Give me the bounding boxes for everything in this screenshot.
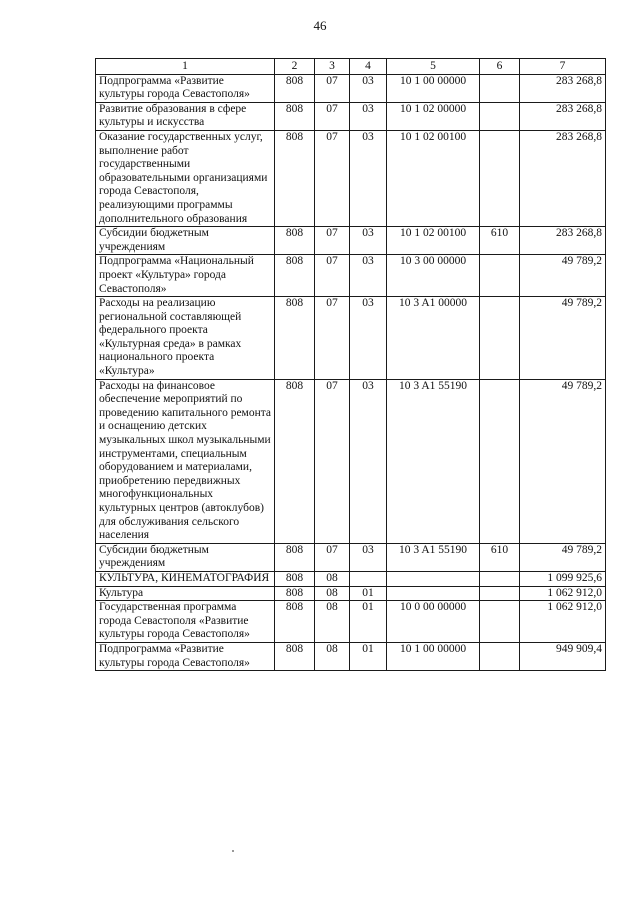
row-name-cell: Расходы на реализацию региональной составляющей федерального проекта «Культурная среда» в рамках национального проекта «Культура»	[96, 297, 275, 380]
budget-table	[95, 58, 606, 671]
target-article-cell: 10 3 00 00000	[387, 255, 480, 297]
row-name-cell: Субсидии бюджетным учреждениям	[96, 227, 275, 255]
grbs-cell: 808	[275, 255, 315, 297]
subsection-cell: 01	[350, 642, 387, 670]
page-number: 46	[313, 18, 327, 33]
target-article-cell: 10 1 02 00100	[387, 130, 480, 226]
grbs-cell: 808	[275, 543, 315, 571]
column-header: 4	[350, 59, 387, 75]
target-article-cell: 10 3 A1 55190	[387, 379, 480, 543]
row-name-cell: Расходы на финансовое обеспечение мероприятий по проведению капитального ремонта и оснащению детских музыкальных школ музыкальными инструментами, специальным оборудованием и материалами, приобретению передвижных многофункциональных культурных центров (автоклубов) для обслуживания сельского населения	[96, 379, 275, 543]
row-name-cell: Подпрограмма «Развитие культуры города Севастополя»	[96, 642, 275, 670]
grbs-cell: 808	[275, 571, 315, 586]
grbs-cell: 808	[275, 130, 315, 226]
table-row	[96, 543, 606, 571]
amount-cell: 1 062 912,0	[520, 601, 606, 643]
table-row	[96, 74, 606, 102]
amount-cell: 283 268,8	[520, 227, 606, 255]
table-row	[96, 601, 606, 643]
row-name-cell: Развитие образования в сфере культуры и искусства	[96, 102, 275, 130]
section-cell: 07	[315, 227, 350, 255]
amount-cell: 283 268,8	[520, 102, 606, 130]
header-row	[96, 59, 606, 75]
subsection-cell: 03	[350, 227, 387, 255]
subsection-cell: 03	[350, 74, 387, 102]
column-header: 6	[480, 59, 520, 75]
subsection-cell: 03	[350, 130, 387, 226]
amount-cell: 283 268,8	[520, 130, 606, 226]
expense-type-cell	[480, 255, 520, 297]
expense-type-cell	[480, 642, 520, 670]
row-name-cell: КУЛЬТУРА, КИНЕМАТОГРАФИЯ	[96, 571, 275, 586]
table-row	[96, 227, 606, 255]
grbs-cell: 808	[275, 227, 315, 255]
grbs-cell: 808	[275, 102, 315, 130]
amount-cell: 1 099 925,6	[520, 571, 606, 586]
row-name-cell: Оказание государственных услуг, выполнение работ государственными образовательными организациями города Севастополя, реализующими программы дополнительного образования	[96, 130, 275, 226]
column-header: 3	[315, 59, 350, 75]
amount-cell: 1 062 912,0	[520, 586, 606, 601]
expense-type-cell	[480, 379, 520, 543]
section-cell: 07	[315, 102, 350, 130]
expense-type-cell	[480, 601, 520, 643]
scan-speck	[232, 850, 234, 852]
target-article-cell: 10 0 00 00000	[387, 601, 480, 643]
row-name-cell: Культура	[96, 586, 275, 601]
table-row	[96, 586, 606, 601]
table-row	[96, 379, 606, 543]
subsection-cell: 03	[350, 255, 387, 297]
expense-type-cell	[480, 297, 520, 380]
target-article-cell	[387, 586, 480, 601]
section-cell: 07	[315, 297, 350, 380]
expense-type-cell: 610	[480, 227, 520, 255]
subsection-cell: 03	[350, 543, 387, 571]
expense-type-cell	[480, 571, 520, 586]
table-row	[96, 642, 606, 670]
row-name-cell: Субсидии бюджетным учреждениям	[96, 543, 275, 571]
grbs-cell: 808	[275, 297, 315, 380]
table-row	[96, 297, 606, 380]
target-article-cell: 10 1 00 00000	[387, 74, 480, 102]
expense-type-cell	[480, 102, 520, 130]
target-article-cell: 10 3 A1 00000	[387, 297, 480, 380]
subsection-cell: 01	[350, 586, 387, 601]
column-header: 5	[387, 59, 480, 75]
row-name-cell: Подпрограмма «Развитие культуры города Севастополя»	[96, 74, 275, 102]
section-cell: 08	[315, 601, 350, 643]
amount-cell: 49 789,2	[520, 255, 606, 297]
column-header: 1	[96, 59, 275, 75]
column-header: 7	[520, 59, 606, 75]
section-cell: 07	[315, 74, 350, 102]
section-cell: 08	[315, 586, 350, 601]
table-row	[96, 571, 606, 586]
grbs-cell: 808	[275, 586, 315, 601]
target-article-cell: 10 1 02 00100	[387, 227, 480, 255]
subsection-cell: 01	[350, 601, 387, 643]
grbs-cell: 808	[275, 601, 315, 643]
expense-type-cell: 610	[480, 543, 520, 571]
section-cell: 08	[315, 642, 350, 670]
subsection-cell	[350, 571, 387, 586]
section-cell: 08	[315, 571, 350, 586]
table-row	[96, 130, 606, 226]
amount-cell: 49 789,2	[520, 297, 606, 380]
target-article-cell	[387, 571, 480, 586]
expense-type-cell	[480, 586, 520, 601]
target-article-cell: 10 1 00 00000	[387, 642, 480, 670]
amount-cell: 49 789,2	[520, 543, 606, 571]
table-row	[96, 102, 606, 130]
section-cell: 07	[315, 255, 350, 297]
column-header: 2	[275, 59, 315, 75]
row-name-cell: Подпрограмма «Национальный проект «Культура» города Севастополя»	[96, 255, 275, 297]
amount-cell: 949 909,4	[520, 642, 606, 670]
subsection-cell: 03	[350, 379, 387, 543]
subsection-cell: 03	[350, 297, 387, 380]
amount-cell: 283 268,8	[520, 74, 606, 102]
expense-type-cell	[480, 130, 520, 226]
grbs-cell: 808	[275, 379, 315, 543]
section-cell: 07	[315, 543, 350, 571]
target-article-cell: 10 3 A1 55190	[387, 543, 480, 571]
section-cell: 07	[315, 379, 350, 543]
table-row	[96, 255, 606, 297]
grbs-cell: 808	[275, 74, 315, 102]
row-name-cell: Государственная программа города Севастополя «Развитие культуры города Севастополя»	[96, 601, 275, 643]
subsection-cell: 03	[350, 102, 387, 130]
expense-type-cell	[480, 74, 520, 102]
grbs-cell: 808	[275, 642, 315, 670]
target-article-cell: 10 1 02 00000	[387, 102, 480, 130]
amount-cell: 49 789,2	[520, 379, 606, 543]
section-cell: 07	[315, 130, 350, 226]
